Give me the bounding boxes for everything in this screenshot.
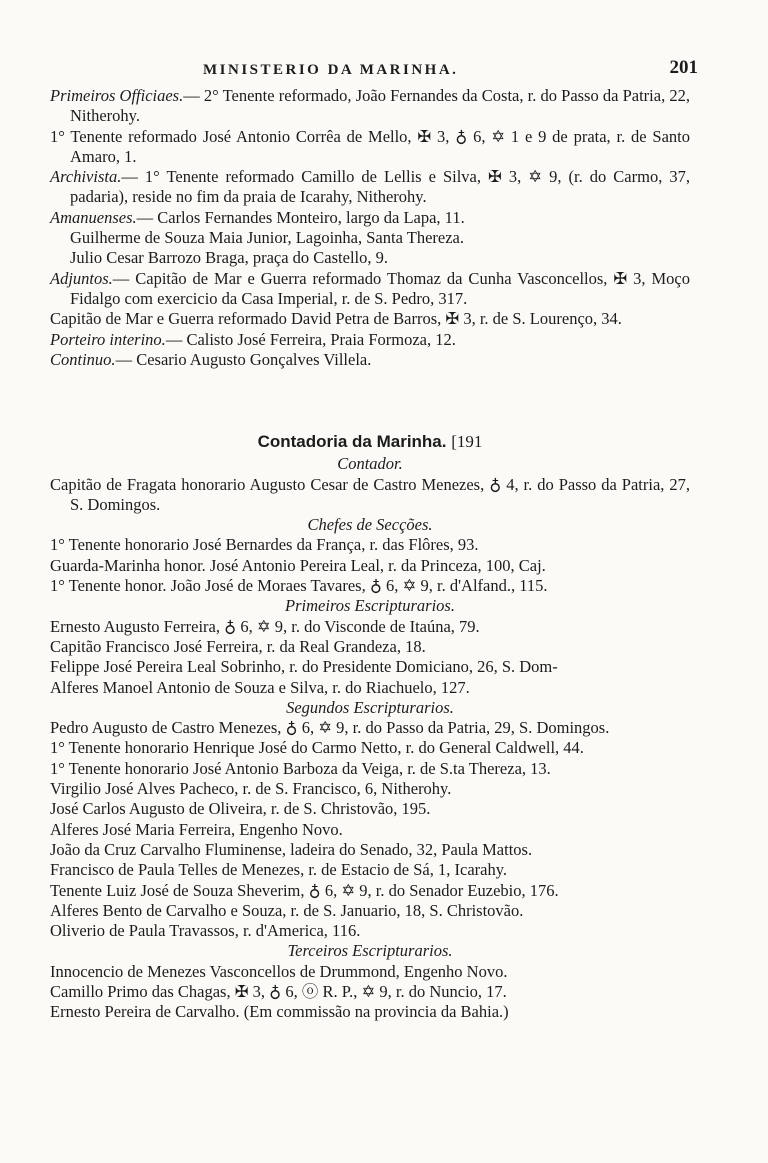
list-item: 1° Tenente honor. João José de Moraes Tavares, ♁ 6, ✡ 9, r. d'Alfand., 115. [50, 576, 548, 596]
primeiros-heading: Primeiros Escripturarios. [285, 596, 455, 616]
running-title: MINISTERIO DA MARINHA. [203, 62, 459, 78]
role-label: Continuo. [50, 349, 116, 369]
staff-list-top [50, 86, 690, 370]
entry-text: — Capitão de Mar e Guerra reformado Thomaz da Cunha Vasconcellos, ✠ 3, Moço Fidalgo com exercicio da Casa Imperial, r. de S. Pedro, 317. [70, 268, 690, 308]
list-item: Capitão Francisco José Ferreira, r. da Real Grandeza, 18. [50, 636, 426, 656]
list-item: José Carlos Augusto de Oliveira, r. de S. Christovão, 195. [50, 799, 431, 819]
section-title-text: Contadoria da Marinha. [257, 432, 447, 451]
entry-text: 1° Tenente reformado José Antonio Corrêa de Mello, ✠ 3, ♁ 6, ✡ 1 e 9 de prata, r. de Santo Amaro, 1. [50, 126, 690, 166]
entry-text: — 2° Tenente reformado, João Fernandes da Costa, r. do Passo da Patria, 22, Nitherohy. [70, 86, 690, 126]
list-item: Tenente Luiz José de Souza Sheverim, ♁ 6, ✡ 9, r. do Senador Euzebio, 176. [50, 880, 559, 900]
terceiros-heading: Terceiros Escripturarios. [287, 941, 453, 961]
list-item: Innocencio de Menezes Vasconcellos de Drummond, Engenho Novo. [50, 961, 508, 981]
entry-text: — 1° Tenente reformado Camillo de Lellis e Silva, ✠ 3, ✡ 9, (r. do Carmo, 37, padaria), reside no fim da praia de Icarahy, Nitherohy. [70, 167, 690, 207]
entry-text: Julio Cesar Barrozo Braga, praça do Castello, 9. [70, 248, 388, 268]
section-reference: [191 [451, 432, 483, 451]
entry-text: Capitão de Mar e Guerra reformado David Petra de Barros, ✠ 3, r. de S. Lourenço, 34. [50, 309, 622, 329]
entry-text: Guilherme de Souza Maia Junior, Lagoinha, Santa Thereza. [70, 228, 464, 248]
list-item: João da Cruz Carvalho Fluminense, ladeira do Senado, 32, Paula Mattos. [50, 839, 533, 859]
list-item: Ernesto Augusto Ferreira, ♁ 6, ✡ 9, r. do Visconde de Itaúna, 79. [50, 616, 480, 636]
list-item: Alferes Manoel Antonio de Souza e Silva, r. do Riachuelo, 127. [50, 677, 470, 697]
entry-continuo [50, 350, 690, 370]
entry-porteiro [50, 330, 690, 350]
entry-adjunto [50, 309, 690, 329]
list-item: 1° Tenente honorario José Antonio Barboza da Veiga, r. de S.ta Thereza, 13. [50, 758, 551, 778]
entry-amanuenses [50, 208, 690, 228]
entry-officer [50, 127, 690, 168]
list-item: Guarda-Marinha honor. José Antonio Pereira Leal, r. da Princeza, 100, Caj. [50, 555, 546, 575]
section-title [50, 432, 690, 452]
page-number: 201 [669, 57, 698, 78]
list-item: Alferes José Maria Ferreira, Engenho Novo. [50, 819, 343, 839]
entry-archivista [50, 167, 690, 208]
entry-amanuense [50, 248, 690, 268]
list-item: Virgilio José Alves Pacheco, r. de S. Francisco, 6, Nitherohy. [50, 779, 452, 799]
list-item: Francisco de Paula Telles de Menezes, r. de Estacio de Sá, 1, Icarahy. [50, 860, 508, 880]
entry-adjuntos [50, 269, 690, 310]
role-label: Porteiro interino. [50, 329, 166, 349]
role-label: Adjuntos. [50, 268, 113, 288]
role-label: Archivista. [50, 167, 122, 187]
segundos-heading: Segundos Escripturarios. [286, 697, 454, 717]
list-item: Alferes Bento de Carvalho e Souza, r. de S. Januario, 18, S. Christovão. [50, 900, 524, 920]
contador-heading: Contador. [337, 454, 403, 474]
role-label: Amanuenses. [50, 207, 137, 227]
list-item: Pedro Augusto de Castro Menezes, ♁ 6, ✡ 9, r. do Passo da Patria, 29, S. Domingos. [50, 718, 610, 738]
entry-text: — Calisto José Ferreira, Praia Formoza, 12. [165, 329, 456, 349]
role-label: Primeiros Officiaes. [50, 86, 184, 105]
list-item: 1° Tenente honorario Henrique José do Carmo Netto, r. do General Caldwell, 44. [50, 738, 584, 758]
contador-entry: Capitão de Fragata honorario Augusto Cesar de Castro Menezes, ♁ 4, r. do Passo da Patria, 27, S. Domingos. [50, 474, 690, 514]
entry-amanuense [50, 228, 690, 248]
list-item: Ernesto Pereira de Carvalho. (Em commissão na provincia da Bahia.) [50, 1002, 509, 1022]
contadoria-section [50, 432, 690, 1023]
entry-text: — Carlos Fernandes Monteiro, largo da Lapa, 11. [136, 207, 465, 227]
list-item: 1° Tenente honorario José Bernardes da França, r. das Flôres, 93. [50, 535, 479, 555]
page-header [48, 58, 698, 82]
entry-primeiros-officiaes [50, 86, 690, 127]
entry-text: — Cesario Augusto Gonçalves Villela. [115, 349, 372, 369]
list-item: Oliverio de Paula Travassos, r. d'America, 116. [50, 921, 361, 941]
list-item: Felippe José Pereira Leal Sobrinho, r. do Presidente Domiciano, 26, S. Dom- [50, 657, 558, 677]
chefes-heading: Chefes de Secções. [307, 515, 433, 535]
list-item: Camillo Primo das Chagas, ✠ 3, ♁ 6, ⓞ R. P., ✡ 9, r. do Nuncio, 17. [50, 982, 507, 1002]
